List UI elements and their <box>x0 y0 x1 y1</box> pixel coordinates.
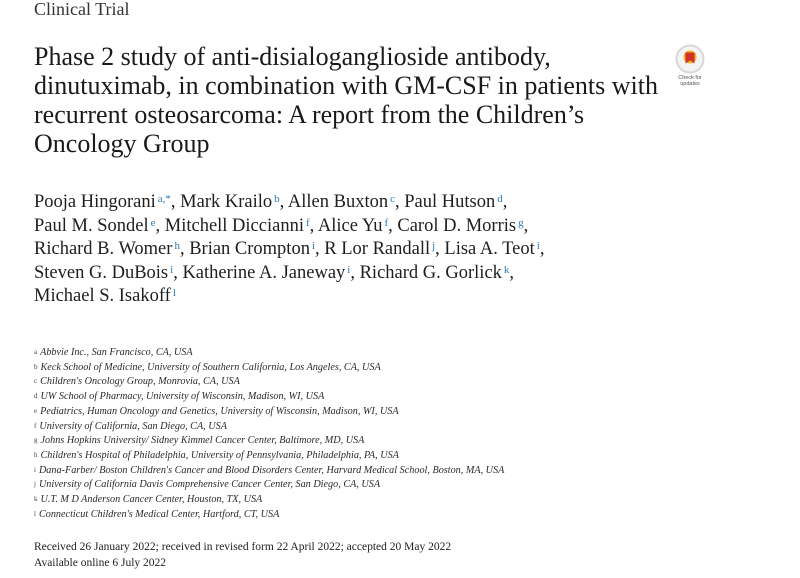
author[interactable]: Mark Krailo <box>180 192 273 212</box>
author-affiliation-ref[interactable]: i <box>536 240 540 253</box>
affiliation-text: U.T. M D Anderson Cancer Center, Houston, TX, USA <box>40 494 263 506</box>
author[interactable]: R Lor Randall <box>324 239 431 260</box>
affiliation-item <box>34 346 734 361</box>
check-for-updates-icon <box>675 44 705 74</box>
author-affiliation-ref[interactable]: k <box>503 263 510 276</box>
author-affiliation-ref[interactable]: c <box>390 193 395 205</box>
affiliation-key: h <box>34 450 38 459</box>
author[interactable]: Alice Yu <box>317 215 383 236</box>
affiliation-text: Johns Hopkins University/ Sidney Kimmel Cancer Center, Baltimore, MD, USA <box>40 435 365 447</box>
author-affiliation-ref[interactable]: d <box>497 193 503 205</box>
author[interactable]: Michael S. Isakoff <box>34 286 171 307</box>
affiliation-text: University of California, San Diego, CA, USA <box>39 420 227 432</box>
author-affiliation-ref[interactable]: i <box>347 263 351 276</box>
author-affiliation-ref[interactable]: j <box>432 240 436 253</box>
author-affiliation-ref[interactable]: g <box>518 216 524 229</box>
affiliation-key: e <box>34 406 38 415</box>
author-affiliation-ref[interactable]: b <box>274 193 280 205</box>
check-for-updates-label: Check for updates <box>678 75 702 87</box>
article-title: Phase 2 study of anti-disialoganglioside antibody, dinutuximab, in combination with GM-CSF in patients with recurrent osteosarcoma: A report from the Children’s Oncology Group <box>34 42 658 158</box>
affiliation-item <box>34 420 734 435</box>
check-for-updates-badge[interactable] <box>668 44 712 90</box>
author-affiliation-ref[interactable]: h <box>174 240 180 253</box>
author-line: Steven G. DuBois $^i$, Katherine A. Janeway $^i$, Richard G. Gorlick $^k$, <box>34 262 515 283</box>
author[interactable]: Lisa A. Teot <box>444 239 535 260</box>
affiliation-key: f <box>34 421 37 430</box>
affiliation-key: l <box>34 509 36 518</box>
affiliation-text: Keck School of Medicine, University of Southern California, Los Angeles, CA, USA <box>40 361 381 373</box>
affiliation-key: b <box>34 362 38 371</box>
affiliation-key: d <box>34 392 38 401</box>
affiliation-item <box>34 434 734 449</box>
author[interactable]: Brian Crompton <box>189 239 310 260</box>
affiliation-item <box>34 464 734 479</box>
author-line: Paul M. Sondel $^e$, Mitchell Diccianni $^f$, Alice Yu $^f$, Carol D. Morris $^g$, <box>34 215 529 236</box>
affiliation-text: Abbvie Inc., San Francisco, CA, USA <box>40 347 193 358</box>
affiliation-key: k <box>34 495 38 504</box>
affiliation-text: Connecticut Children's Medical Center, Hartford, CT, USA <box>38 508 280 520</box>
author[interactable]: Allen Buxton <box>287 192 389 212</box>
author[interactable]: Richard G. Gorlick <box>359 262 502 283</box>
author-affiliation-ref[interactable]: f <box>305 216 310 229</box>
author-affiliation-ref[interactable]: f <box>384 216 389 229</box>
affiliation-key: g <box>34 436 38 445</box>
author[interactable]: Carol D. Morris <box>397 215 517 236</box>
affiliation-list <box>34 346 734 522</box>
affiliation-item <box>34 375 734 390</box>
author-affiliation-ref[interactable]: l <box>172 287 176 300</box>
author[interactable]: Steven G. DuBois <box>34 262 169 283</box>
author-list <box>34 191 694 309</box>
affiliation-key: i <box>34 465 36 474</box>
author[interactable]: Paul M. Sondel <box>34 215 149 236</box>
affiliation-item <box>34 508 734 523</box>
affiliation-text: Children's Oncology Group, Monrovia, CA, USA <box>40 376 240 388</box>
affiliation-key: j <box>34 480 36 489</box>
author-line <box>34 286 176 306</box>
author-affiliation-ref[interactable]: i <box>170 263 174 276</box>
article-history-dates: Received 26 January 2022; received in revised form 22 April 2022; accepted 20 May 2022 <box>34 541 452 553</box>
affiliation-item <box>34 493 734 508</box>
author-affiliation-ref[interactable]: i <box>311 240 316 253</box>
author[interactable]: Paul Hutson <box>404 192 496 212</box>
affiliation-text: University of California Davis Comprehensive Cancer Center, San Diego, CA, USA <box>38 479 381 491</box>
affiliation-item <box>34 478 734 493</box>
author[interactable]: Mitchell Diccianni <box>164 215 304 236</box>
affiliation-key: a <box>34 348 38 356</box>
author[interactable]: Katherine A. Janeway <box>182 262 346 283</box>
affiliation-text: Children's Hospital of Philadelphia, University of Pennsylvania, Philadelphia, PA, USA <box>40 449 399 461</box>
author[interactable]: Pooja Hingorani <box>34 192 156 212</box>
author-line: Pooja Hingorani $^{a,*}$, Mark Krailo $^b$, Allen Buxton $^c$, Paul Hutson $^d$, <box>34 192 508 212</box>
affiliation-item <box>34 449 734 464</box>
affiliation-key: c <box>34 377 38 386</box>
affiliation-text: Dana-Farber/ Boston Children's Cancer and Blood Disorders Center, Harvard Medical School, Boston, MA, USA <box>38 464 505 476</box>
author-line: Richard B. Womer $^h$, Brian Crompton $^i$, R Lor Randall $^j$, Lisa A. Teot $^i$, <box>34 239 545 260</box>
article-history <box>34 540 734 571</box>
affiliation-text: Pediatrics, Human Oncology and Genetics, University of Wisconsin, Madison, WI, USA <box>40 405 399 417</box>
article-available-online: Available online 6 July 2022 <box>34 556 167 569</box>
article-section-label: Clinical Trial <box>34 0 130 19</box>
author[interactable]: Richard B. Womer <box>34 239 173 260</box>
affiliation-text: UW School of Pharmacy, University of Wisconsin, Madison, WI, USA <box>40 391 325 403</box>
affiliation-item <box>34 390 734 405</box>
affiliation-item <box>34 405 734 420</box>
author-affiliation-ref[interactable]: a,* <box>157 193 171 205</box>
affiliation-item <box>34 361 734 376</box>
author-affiliation-ref[interactable]: e <box>150 216 156 229</box>
